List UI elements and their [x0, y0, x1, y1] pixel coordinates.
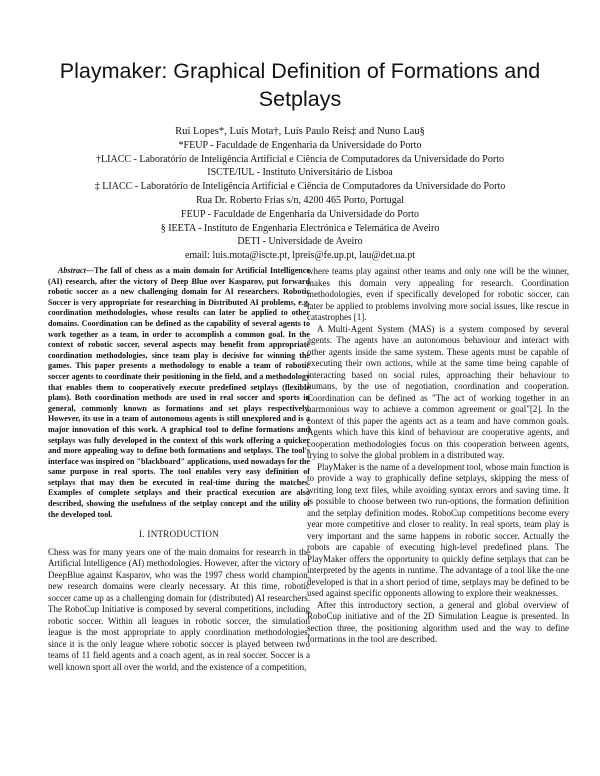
abstract-lead: Abstract	[58, 266, 86, 275]
author-block	[40, 125, 560, 263]
intro-paragraph: Chess was for many years one of the main domains for research in the Artificial Intelligence (AI) methodologies. However, after the victory of DeepBlue against Kasparov, who was the 1997 chess world champion, new research domains were clearly necessary. At this time, robotic soccer came up as a challenging domain for (distributed) AI researchers. The RoboCup Initiative is composed by several competitions, including robotic soccer. Within all leagues in robotic soccer, the simulation league is the most appropriate to apply coordination methodologies, since it is the only league where robotic soccer is played between two teams of 11 field agents and a coach agent, as in real soccer. Soccer is a well known sport all over the world, and the existence of a competition,	[48, 546, 310, 672]
email-line: email: luis.mota@iscte.pt, lpreis@fe.up.pt, lau@det.ua.pt	[184, 250, 416, 262]
author-names: Rui Lopes*, Luís Mota†, Luís Paulo Reis‡ and Nuno Lau§	[175, 126, 425, 137]
affiliation-line: †LIACC - Laboratório de Inteligência Artificial e Ciência de Computadores da Universidade do Porto	[96, 153, 504, 165]
abstract-text: —The fall of chess as a main domain for Artificial Intelligence (AI) research, after the victory of Deep Blue over Kasparov, put forward robotic soccer as a new challenging domain for AI researchers. Robotic Soccer is very appropriate for researching in Distributed AI problems, e.g. coordination methodologies, whose results can later be applied to other domains. Coordination can be defined as the capability of several agents to work together as a team, in order to accomplish a common goal. In the context of robotic soccer, several aspects may benefit from appropriate coordination methodologies, since team play is decisive for winning the games. This paper presents a methodology to enable a team of robotic soccer agents to coordinate their positioning in the field, and a methodology that enables them to cooperatively execute predefined setplays (flexible plans). Both coordination methods are used in real soccer and sports in general, commonly known as formations and set plays respectively. However, its use in a team of autonomous agents is still unexplored and is a major innovation of this work. A graphical tool to define formations and setplays was fully developed in the context of this work offering a quicker and more appealing way to define both formations and setplays. The tool's interface was inspired on "blackboard" applications, used nowadays for the same purpose in real sports. The tool enables very easy definition of setplays that may then be executed in real-time during the matches. Examples of complete setplays and their practical execution are also described, showing the usefulness of the setplay concept and the utility of the developed tool.	[48, 266, 310, 519]
affiliation-line: § IEETA - Instituto de Engenharia Electrónica e Telemática de Aveiro	[160, 222, 440, 234]
body-paragraph: where teams play against other teams and only one will be the winner, makes this domain very appealing for research. Coordination methodologies, even if specifically developed for robotic soccer, can later be applied to problems involving more social issues, like rescue in catastrophes [1].	[307, 266, 569, 322]
body-paragraph: PlayMaker is the name of a development tool, whose main function is to provide a way to graphically define setplays, skipping the mess of writing long text files, while avoiding syntax errors and saving time. It is possible to choose between two run-options, the formation definition and the setplay definition modes. RoboCup competitions become every year more competitive and closer to reality. In real sports, team play is very important and the same happens in robotic soccer. Actually the robots are capable of executing high-level predefined plans. The PlayMaker offers the opportunity to quickly define setplays that can be interpreted by the agents in runtime. The advantage of a tool like the one developed is that in a short period of time, setplays may be defined to be used against specific opponents allowing to explore their weaknesses.	[307, 461, 569, 598]
affiliation-line: ‡ LIACC - Laboratório de Inteligência Artificial e Ciência de Computadores da Universidade do Porto	[94, 181, 506, 193]
body-paragraph: After this introductory section, a general and global overview of RoboCup initiative and of the 2D Simulation League is presented. In section three, the positioning algorithm used and the way to define formations in the tool are described.	[307, 599, 569, 644]
affiliation-line: Rua Dr. Roberto Frias s/n, 4200 465 Porto, Portugal	[195, 194, 405, 206]
right-column	[307, 266, 569, 646]
section-heading-introduction: I. INTRODUCTION	[139, 529, 219, 540]
affiliation-line: FEUP - Faculdade de Engenharia da Universidade do Porto	[181, 208, 419, 220]
affiliation-line: DETI - Universidade de Aveiro	[237, 236, 363, 248]
paper-title: Playmaker: Graphical Definition of Formations and Setplays	[59, 59, 541, 111]
abstract	[48, 266, 310, 520]
body-paragraph: A Multi-Agent System (MAS) is a system composed by several agents. The agents have an autonomous behaviour and interact with other agents inside the same system. These agents must be capable of executing their own actions, while at the same time being capable of interacting based on social rules, approaching their behaviour to humans, by the use of negotiation, coordination and cooperation. Coordination can be defined as "The act of working together in an harmonious way to achieve a common agreement or goal"[2]. In the context of this paper the agents act as a team and have common goals. Agents which have this kind of behaviour are cooperative agents, and cooperation methodologies focus on this cooperation between agents, trying to solve the global problem in a distributed way.	[307, 323, 569, 460]
affiliation-line: *FEUP - Faculdade de Engenharia da Universidade do Porto	[178, 139, 422, 151]
affiliation-line: ISCTE/IUL - Instituto Universitário de Lisboa	[207, 167, 393, 179]
left-column	[48, 266, 310, 673]
